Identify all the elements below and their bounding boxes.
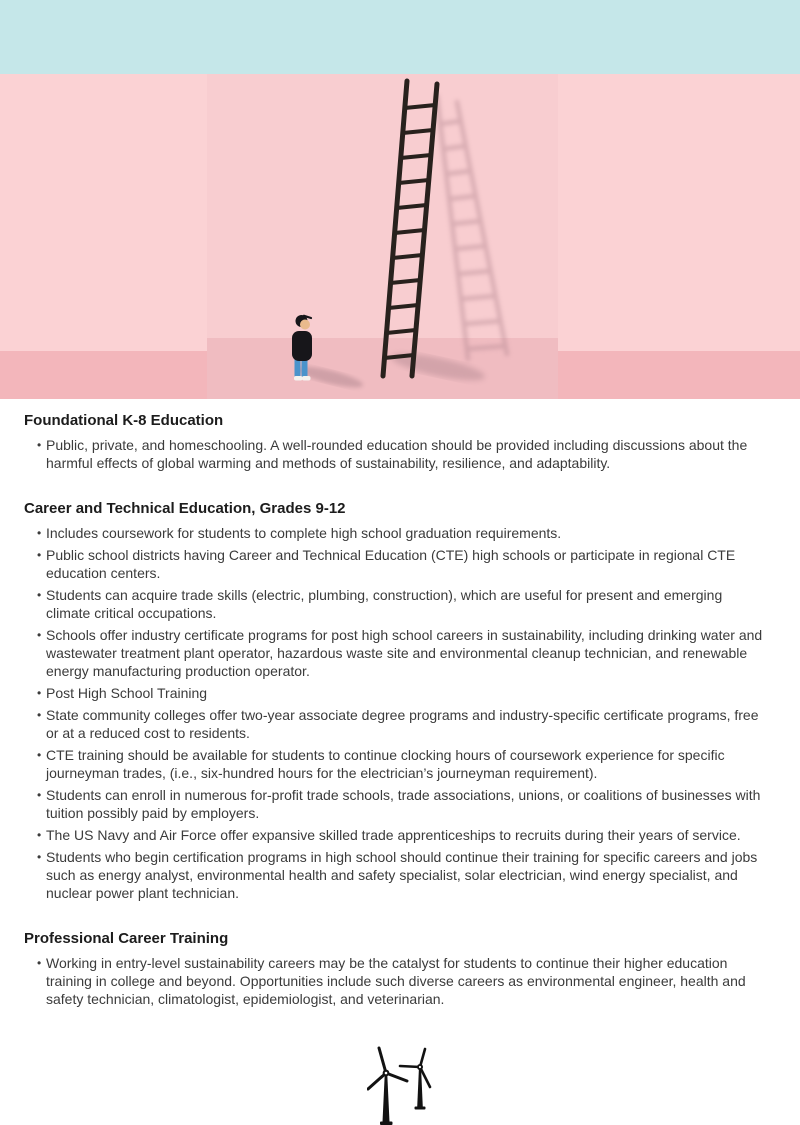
- bullet-item: [24, 684, 770, 702]
- bullet-item: [24, 626, 770, 680]
- bullet-text: The US Navy and Air Force offer expansive skilled trade apprenticeships to recruits during their years of service.: [46, 827, 741, 843]
- section: [24, 500, 772, 902]
- content-area: [0, 399, 800, 1008]
- bullet-text: Public, private, and homeschooling. A well-rounded education should be provided including discussions about the harmful effects of global warming and methods of sustainability, resilience, and adaptability.: [46, 437, 748, 471]
- bullet-marker: •: [37, 748, 42, 762]
- bullet-item: [24, 848, 770, 902]
- bullet-item: [24, 524, 770, 542]
- person-shoe: [302, 376, 311, 381]
- bullet-item: [24, 546, 770, 582]
- bullet-text: Schools offer industry certificate programs for post high school careers in sustainability, including drinking water and wastewater treatment plant operator, hazardous waste site and environmental cleanup technician, and renewable energy manufacturing production operator.: [46, 627, 763, 679]
- bullet-item: [24, 746, 770, 782]
- bullet-item: [24, 954, 770, 1008]
- sections-container: [24, 412, 772, 1008]
- bullet-item: [24, 706, 770, 742]
- ladder-photo-illustration: [0, 74, 800, 399]
- person-shoe: [294, 376, 303, 381]
- bullet-marker: •: [37, 548, 42, 562]
- bullet-text: Includes coursework for students to complete high school graduation requirements.: [46, 525, 562, 541]
- bullet-text: Working in entry-level sustainability careers may be the catalyst for students to continue their higher education training in college and beyond. Opportunities include such diverse careers as environmental engineer, health and safety technician, climatologist, epidemiologist, and veterinarian.: [46, 955, 746, 1007]
- bullet-item: [24, 436, 770, 472]
- bullet-item: [24, 586, 770, 622]
- bullet-marker: •: [37, 628, 42, 642]
- wind-turbines-icon: [367, 1044, 433, 1125]
- bullet-marker: •: [37, 828, 42, 842]
- bullet-marker: •: [37, 588, 42, 602]
- person-jacket: [292, 331, 312, 361]
- section-heading: Career and Technical Education, Grades 9-12: [24, 500, 346, 517]
- bullet-marker: •: [37, 708, 42, 722]
- bullet-text: Public school districts having Career and Technical Education (CTE) high schools or participate in regional CTE education centers.: [46, 547, 736, 581]
- wind-turbine-large: [368, 1048, 407, 1125]
- bullet-text: Post High School Training: [46, 685, 208, 701]
- bullet-marker: •: [37, 686, 42, 700]
- bullet-text: Students can enroll in numerous for-profit trade schools, trade associations, unions, or coalitions of businesses with tuition possibly paid by employers.: [46, 787, 761, 821]
- bullet-list: [24, 524, 772, 902]
- bullet-text: State community colleges offer two-year associate degree programs and industry-specific certificate programs, free or at a reduced cost to residents.: [46, 707, 759, 741]
- bullet-text: Students who begin certification programs in high school should continue their training for specific careers and jobs such as energy analyst, environmental health and safety specialist, solar electrician, wind energy specialist, and nuclear power plant technician.: [46, 849, 758, 901]
- header-color-band: [0, 0, 800, 74]
- bullet-marker: •: [37, 788, 42, 802]
- bullet-item: [24, 826, 770, 844]
- person-face: [300, 320, 310, 330]
- bullet-marker: •: [37, 956, 42, 970]
- section: [24, 412, 772, 472]
- bullet-marker: •: [37, 850, 42, 864]
- bullet-item: [24, 786, 770, 822]
- section-heading: Professional Career Training: [24, 930, 229, 947]
- bullet-text: Students can acquire trade skills (electric, plumbing, construction), which are useful for present and emerging climate critical occupations.: [46, 587, 723, 621]
- section: [24, 930, 772, 1008]
- footer-art: [0, 1044, 800, 1125]
- section-heading: Foundational K-8 Education: [24, 412, 224, 429]
- bullet-list: [24, 954, 772, 1008]
- bullet-list: [24, 436, 772, 472]
- bullet-text: CTE training should be available for students to continue clocking hours of coursework experience for specific journeyman trades, (i.e., six-hundred hours for the electrician’s journeyman requirement).: [46, 747, 725, 781]
- bullet-marker: •: [37, 526, 42, 540]
- hero-illustration: [0, 74, 800, 399]
- bullet-marker: •: [37, 438, 42, 452]
